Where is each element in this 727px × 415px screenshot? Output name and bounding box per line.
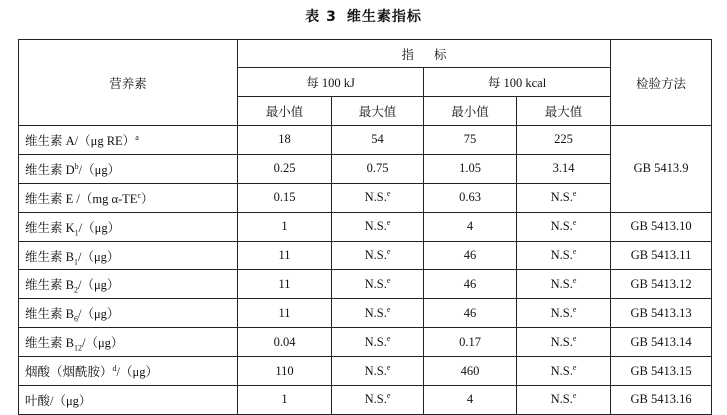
method-value: GB 5413.9 bbox=[611, 126, 712, 213]
per-kj-header: 每 100 kJ bbox=[238, 68, 424, 97]
indicator-header bbox=[238, 40, 611, 68]
caption-number: 3 bbox=[326, 9, 337, 25]
kcal-min-value: 4 bbox=[424, 212, 517, 241]
nutrient-name bbox=[19, 212, 238, 241]
table-caption bbox=[0, 7, 727, 27]
nutrient-unit-text: /（μg） bbox=[81, 336, 124, 351]
kcal-min-value: 0.63 bbox=[424, 183, 517, 212]
footnote-mark: e bbox=[386, 217, 391, 227]
kj-min-value: 11 bbox=[238, 241, 332, 270]
footnote-mark: e bbox=[572, 217, 577, 227]
nutrient-header: 营养素 bbox=[19, 40, 238, 126]
vitamin-spec-table bbox=[18, 39, 712, 415]
footnote-mark: b bbox=[74, 161, 79, 171]
footnote-mark: e bbox=[572, 304, 577, 314]
value-text: N.S. bbox=[550, 276, 573, 291]
kj-min-value: 11 bbox=[238, 270, 332, 299]
kcal-min-value: 75 bbox=[424, 126, 517, 155]
kcal-max-value bbox=[517, 328, 611, 357]
kj-max-value bbox=[332, 241, 424, 270]
subscript: 6 bbox=[73, 314, 78, 324]
table-row bbox=[19, 212, 712, 241]
kj-max-header: 最大值 bbox=[332, 97, 424, 126]
method-value: GB 5413.15 bbox=[611, 357, 712, 386]
table-row bbox=[19, 386, 712, 415]
caption-title: 维生素指标 bbox=[346, 9, 422, 25]
nutrient-name bbox=[19, 357, 238, 386]
footnote-mark: e bbox=[572, 275, 577, 285]
nutrient-name-text: 维生素 D bbox=[25, 162, 75, 177]
kcal-min-value: 4 bbox=[424, 386, 517, 415]
method-value: GB 5413.14 bbox=[611, 328, 712, 357]
nutrient-name-text: 维生素 B bbox=[25, 307, 74, 322]
kcal-max-value bbox=[517, 212, 611, 241]
per-kcal-header: 每 100 kcal bbox=[424, 68, 611, 97]
kcal-min-value: 1.05 bbox=[424, 154, 517, 183]
kj-max-value: 54 bbox=[332, 126, 424, 155]
footnote-mark: e bbox=[386, 189, 391, 199]
value-text: N.S. bbox=[550, 190, 573, 205]
nutrient-name-text: 维生素 E /（mg α-TE bbox=[25, 191, 138, 206]
subscript: 2 bbox=[73, 285, 78, 295]
footnote-mark: e bbox=[572, 362, 577, 372]
nutrient-unit-text: /（μg） bbox=[77, 307, 120, 322]
value-text: N.S. bbox=[550, 248, 573, 262]
kcal-max-value bbox=[517, 270, 611, 299]
value-text: N.S. bbox=[550, 363, 573, 378]
nutrient-unit-text: /（μg） bbox=[77, 278, 120, 293]
kcal-max-value: 3.14 bbox=[517, 154, 611, 183]
nutrient-name-text: 叶酸/（μg） bbox=[25, 393, 92, 408]
kcal-min-value: 46 bbox=[424, 270, 517, 299]
nutrient-name-text: 维生素 B bbox=[25, 278, 74, 293]
kj-min-value: 1 bbox=[238, 212, 332, 241]
footnote-mark: e bbox=[386, 362, 391, 372]
kj-max-value bbox=[332, 328, 424, 357]
nutrient-name bbox=[19, 299, 238, 328]
kcal-min-value: 46 bbox=[424, 241, 517, 270]
footnote-mark: e bbox=[572, 333, 577, 343]
table-row bbox=[19, 270, 712, 299]
value-text: N.S. bbox=[364, 190, 387, 205]
kcal-min-value: 460 bbox=[424, 357, 517, 386]
indicator-header-label: 指标 bbox=[401, 47, 467, 62]
nutrient-name-text: 维生素 A/（μg RE） bbox=[25, 133, 136, 148]
method-value: GB 5413.10 bbox=[611, 212, 712, 241]
nutrient-unit-text: /（μg） bbox=[78, 220, 121, 235]
nutrient-unit-text: ） bbox=[141, 191, 154, 206]
nutrient-name bbox=[19, 241, 238, 270]
nutrient-unit-text: /（μg） bbox=[78, 162, 121, 177]
value-text: N.S. bbox=[364, 305, 387, 320]
footnote-mark: a bbox=[135, 132, 139, 142]
nutrient-name bbox=[19, 183, 238, 212]
kj-min-value: 0.15 bbox=[238, 183, 332, 212]
table-row bbox=[19, 241, 712, 270]
footnote-mark: e bbox=[572, 391, 577, 401]
kcal-max-value bbox=[517, 357, 611, 386]
footnote-mark: e bbox=[386, 391, 391, 401]
value-text: N.S. bbox=[364, 248, 387, 262]
footnote-mark: e bbox=[572, 246, 577, 256]
nutrient-name-text: 烟酸（烟酰胺） bbox=[25, 365, 113, 380]
kj-max-value bbox=[332, 270, 424, 299]
table-row bbox=[19, 154, 712, 183]
nutrient-name bbox=[19, 328, 238, 357]
nutrient-name-text: 维生素 K bbox=[25, 220, 75, 235]
nutrient-name bbox=[19, 126, 238, 155]
table-row bbox=[19, 299, 712, 328]
value-text: N.S. bbox=[550, 392, 573, 407]
nutrient-name bbox=[19, 154, 238, 183]
kj-min-value: 18 bbox=[238, 126, 332, 155]
nutrient-name bbox=[19, 270, 238, 299]
footnote-mark: e bbox=[386, 304, 391, 314]
kcal-min-header: 最小值 bbox=[424, 97, 517, 126]
kj-min-value: 0.25 bbox=[238, 154, 332, 183]
method-value: GB 5413.16 bbox=[611, 386, 712, 415]
kj-max-value: 0.75 bbox=[332, 154, 424, 183]
method-header: 检验方法 bbox=[611, 40, 712, 126]
nutrient-unit-text: /（μg） bbox=[77, 249, 120, 264]
kj-max-value bbox=[332, 183, 424, 212]
method-value: GB 5413.12 bbox=[611, 270, 712, 299]
kj-min-value: 1 bbox=[238, 386, 332, 415]
table-row bbox=[19, 183, 712, 212]
kj-min-value: 0.04 bbox=[238, 328, 332, 357]
footnote-mark: d bbox=[112, 363, 117, 373]
method-value: GB 5413.11 bbox=[611, 241, 712, 270]
nutrient-name-text: 维生素 B bbox=[25, 336, 74, 351]
kj-max-value bbox=[332, 386, 424, 415]
nutrient-unit-text: /（μg） bbox=[116, 365, 158, 380]
value-text: N.S. bbox=[550, 219, 573, 234]
value-text: N.S. bbox=[364, 392, 387, 407]
subscript: 1 bbox=[73, 257, 78, 266]
caption-label: 表 bbox=[305, 9, 321, 25]
value-text: N.S. bbox=[364, 363, 387, 378]
kcal-min-value: 46 bbox=[424, 299, 517, 328]
footnote-mark: c bbox=[137, 190, 142, 200]
kj-max-value bbox=[332, 299, 424, 328]
kcal-max-value bbox=[517, 299, 611, 328]
value-text: N.S. bbox=[550, 334, 573, 349]
kcal-max-value bbox=[517, 183, 611, 212]
table-row bbox=[19, 357, 712, 386]
kcal-max-header: 最大值 bbox=[517, 97, 611, 126]
nutrient-name-text: 维生素 B bbox=[25, 249, 74, 264]
kj-min-header: 最小值 bbox=[238, 97, 332, 126]
value-text: N.S. bbox=[364, 219, 387, 234]
subscript: 1 bbox=[74, 228, 79, 238]
kcal-min-value: 0.17 bbox=[424, 328, 517, 357]
kcal-max-value bbox=[517, 241, 611, 270]
kj-min-value: 11 bbox=[238, 299, 332, 328]
subscript: 12 bbox=[73, 343, 82, 353]
nutrient-name bbox=[19, 386, 238, 415]
footnote-mark: e bbox=[386, 333, 391, 343]
kj-max-value bbox=[332, 212, 424, 241]
table-row bbox=[19, 126, 712, 155]
value-text: N.S. bbox=[364, 334, 387, 349]
kcal-max-value: 225 bbox=[517, 126, 611, 155]
footnote-mark: e bbox=[572, 189, 577, 199]
table-row bbox=[19, 328, 712, 357]
kcal-max-value bbox=[517, 386, 611, 415]
footnote-mark: e bbox=[386, 246, 391, 256]
kj-min-value: 110 bbox=[238, 357, 332, 386]
method-value: GB 5413.13 bbox=[611, 299, 712, 328]
value-text: N.S. bbox=[364, 276, 387, 291]
footnote-mark: e bbox=[386, 275, 391, 285]
value-text: N.S. bbox=[550, 305, 573, 320]
kj-max-value bbox=[332, 357, 424, 386]
